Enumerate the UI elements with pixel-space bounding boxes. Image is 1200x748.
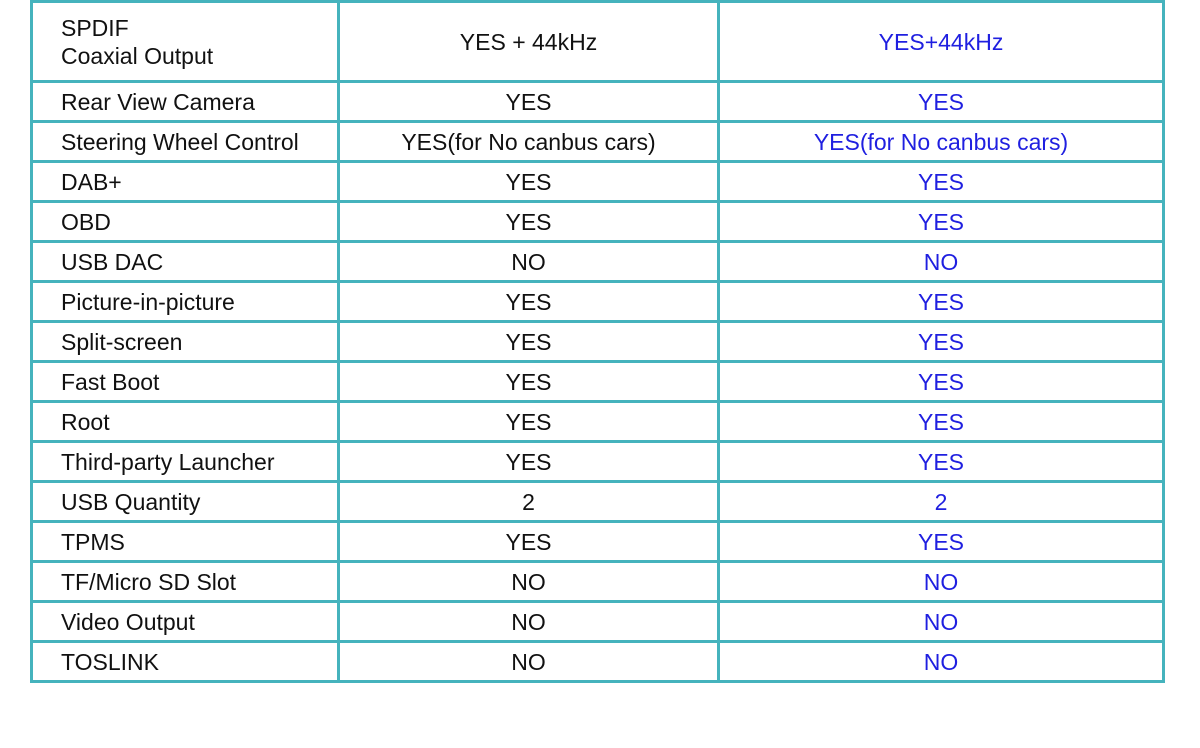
feature-cell: TOSLINK <box>32 642 339 682</box>
table-row <box>32 642 1164 682</box>
value-a-cell: YES <box>339 322 719 362</box>
value-a-cell: YES <box>339 202 719 242</box>
value-a-cell: YES <box>339 522 719 562</box>
value-b-cell: YES <box>719 362 1164 402</box>
feature-cell: Fast Boot <box>32 362 339 402</box>
table-row <box>32 282 1164 322</box>
table-row <box>32 402 1164 442</box>
feature-label-line-2: Coaxial Output <box>61 42 214 69</box>
value-b-cell: NO <box>719 642 1164 682</box>
value-a-cell: NO <box>339 562 719 602</box>
feature-cell: Steering Wheel Control <box>32 122 339 162</box>
value-a-cell: YES <box>339 82 719 122</box>
value-b-cell: YES(for No canbus cars) <box>719 122 1164 162</box>
table-row <box>32 522 1164 562</box>
table-row <box>32 602 1164 642</box>
value-b-cell: YES <box>719 402 1164 442</box>
feature-cell <box>32 2 339 82</box>
value-b-cell: YES <box>719 322 1164 362</box>
feature-label-line-1: SPDIF <box>61 14 129 41</box>
table-row <box>32 482 1164 522</box>
value-a-cell: YES <box>339 362 719 402</box>
table-row <box>32 242 1164 282</box>
value-a-cell: YES + 44kHz <box>339 2 719 82</box>
value-b-cell: 2 <box>719 482 1164 522</box>
value-b-cell: NO <box>719 242 1164 282</box>
table-row <box>32 442 1164 482</box>
spec-comparison-table <box>30 0 1165 683</box>
value-b-cell: YES <box>719 162 1164 202</box>
feature-cell: Picture-in-picture <box>32 282 339 322</box>
table-row <box>32 322 1164 362</box>
value-b-cell: YES <box>719 202 1164 242</box>
value-b-cell: NO <box>719 602 1164 642</box>
feature-cell: DAB+ <box>32 162 339 202</box>
table-row <box>32 82 1164 122</box>
value-a-cell: 2 <box>339 482 719 522</box>
feature-cell: Split-screen <box>32 322 339 362</box>
feature-cell: TF/Micro SD Slot <box>32 562 339 602</box>
feature-cell: TPMS <box>32 522 339 562</box>
table-row <box>32 2 1164 82</box>
value-b-cell: YES <box>719 442 1164 482</box>
value-a-cell: YES(for No canbus cars) <box>339 122 719 162</box>
value-b-cell: NO <box>719 562 1164 602</box>
feature-cell: USB DAC <box>32 242 339 282</box>
table-row <box>32 122 1164 162</box>
value-b-cell: YES <box>719 282 1164 322</box>
value-a-cell: NO <box>339 602 719 642</box>
value-a-cell: NO <box>339 242 719 282</box>
feature-cell: OBD <box>32 202 339 242</box>
table-row <box>32 202 1164 242</box>
value-a-cell: YES <box>339 282 719 322</box>
value-a-cell: YES <box>339 402 719 442</box>
value-a-cell: NO <box>339 642 719 682</box>
table-row <box>32 362 1164 402</box>
value-b-cell: YES <box>719 522 1164 562</box>
feature-cell: Rear View Camera <box>32 82 339 122</box>
feature-cell: Third-party Launcher <box>32 442 339 482</box>
table-row <box>32 162 1164 202</box>
value-b-cell: YES+44kHz <box>719 2 1164 82</box>
feature-cell: USB Quantity <box>32 482 339 522</box>
value-a-cell: YES <box>339 162 719 202</box>
value-b-cell: YES <box>719 82 1164 122</box>
feature-cell: Video Output <box>32 602 339 642</box>
value-a-cell: YES <box>339 442 719 482</box>
feature-cell: Root <box>32 402 339 442</box>
table-row <box>32 562 1164 602</box>
